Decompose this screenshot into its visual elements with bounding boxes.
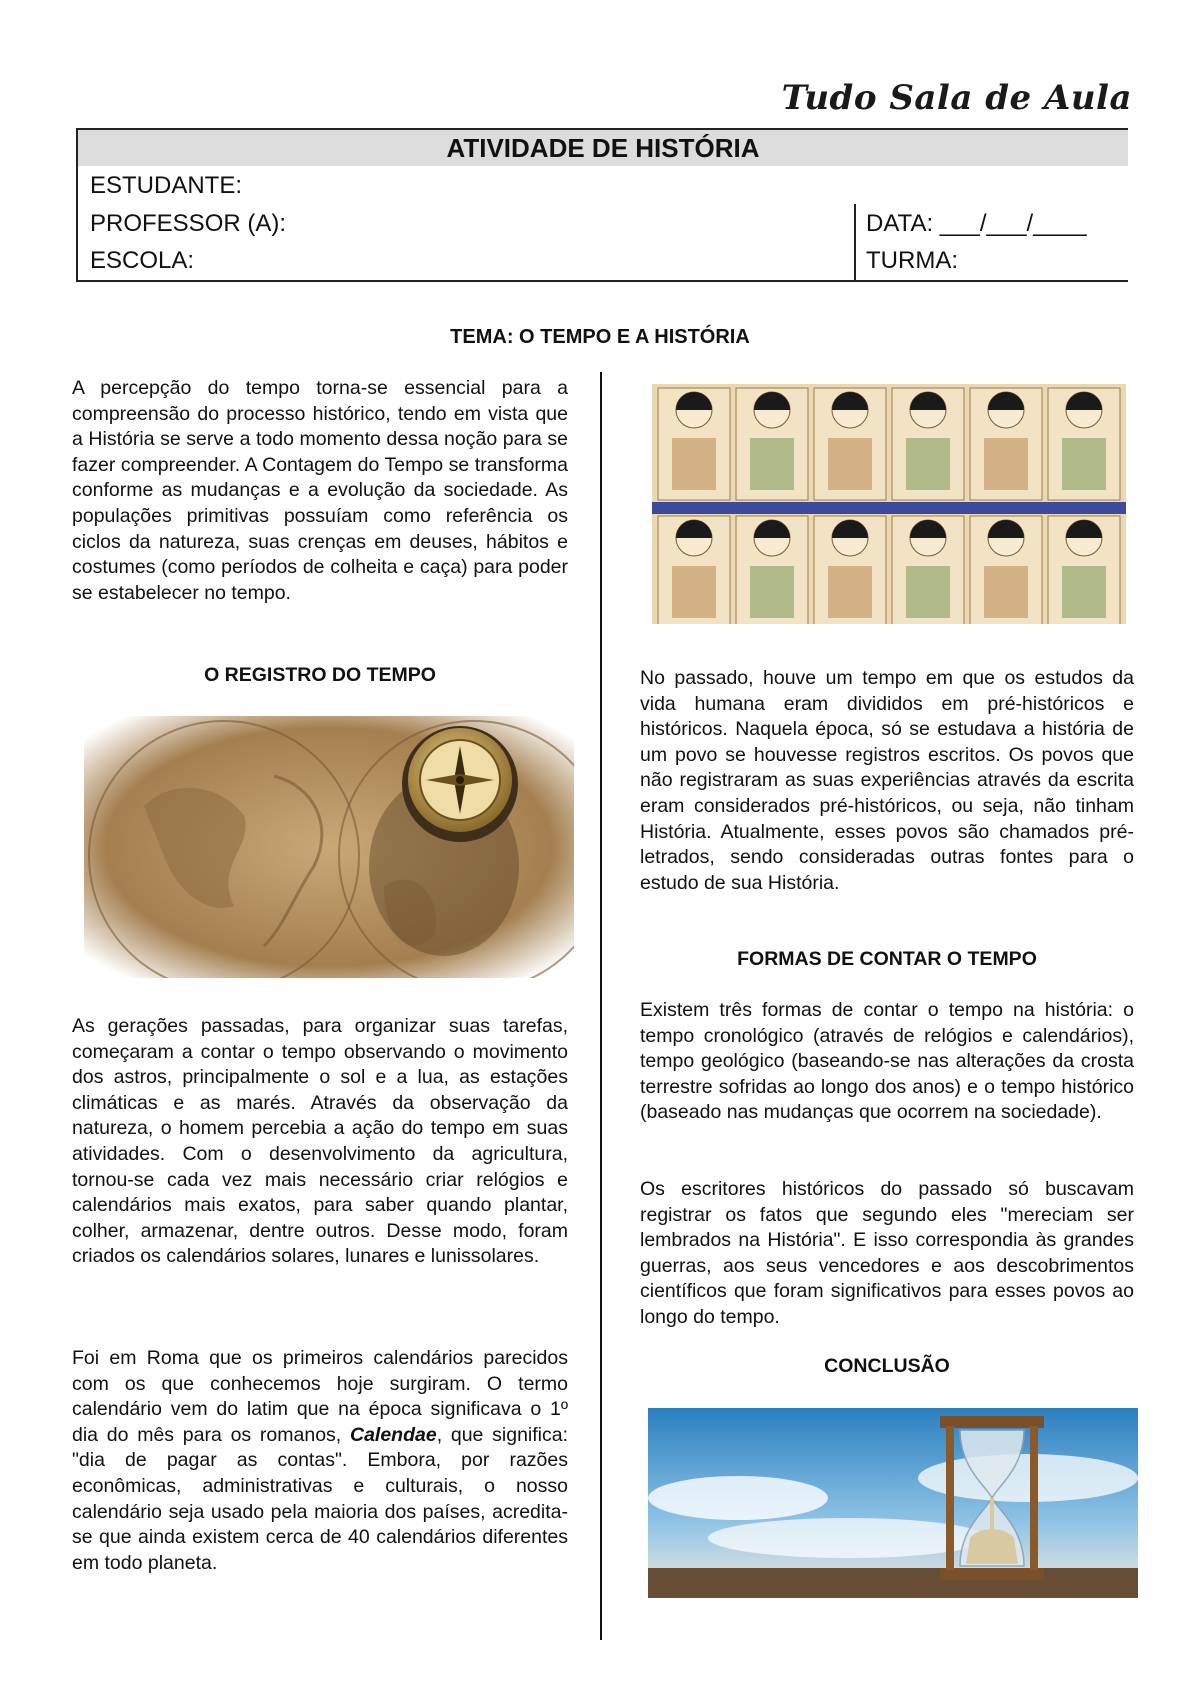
rome-text-b: , que significa: "dia de pagar as contas". Embora, por razões econômicas, administrativas e culturais, o nosso calendário seja usado pela maioria dos países, acredita-se que ainda existem cerca de 40 calendários diferentes em todo planeta.	[72, 1423, 569, 1574]
generations-paragraph: As gerações passadas, para organizar suas tarefas, começaram a contar o tempo observando o movimento dos astros, principalmente o sol e a lua, as estações climáticas e as marés. Através da observação da natureza, o homem percebia a ação do tempo em suas atividades. Com o desenvolvimento da agricultura, tornou-se cada vez mais necessário criar relógios e calendários mais exatos, para saber quando plantar, colher, armazenar, dentre outros. Desse modo, foram criados os calendários solares, lunares e lunissolares.	[72, 1015, 568, 1268]
teacher-label: PROFESSOR (A):	[90, 210, 287, 237]
hourglass-sky-image	[648, 1408, 1138, 1598]
forms-paragraph: Existem três formas de contar o tempo na história: o tempo cronológico (através de relógios e calendários), tempo geológico (baseando-se nas alterações da crosta terrestre sofridas ao longo dos anos) e o tempo histórico (baseado nas mudanças que ocorrem na sociedade).	[640, 999, 1134, 1124]
theme-heading: TEMA: O TEMPO E A HISTÓRIA	[450, 326, 750, 348]
heading-formas: FORMAS DE CONTAR O TEMPO	[737, 948, 1037, 970]
header-box	[76, 128, 1128, 282]
rome-paragraph	[72, 1346, 568, 1576]
writers-paragraph: Os escritores históricos do passado só buscavam registrar os fatos que segundo eles "mereciam ser lembrados na História". E isso correspondia às grandes guerras, aos seus vencedores e aos descobrimentos científicos que foram significativos para esses povos ao longo do tempo.	[640, 1178, 1134, 1328]
header-divider	[854, 204, 856, 280]
past-paragraph: No passado, houve um tempo em que os estudos da vida humana eram divididos em pré-históricos e históricos. Naquela época, só se estudava a história de um povo se houvesse registros escritos. Os povos que não registraram as suas experiências através da escrita eram considerados pré-históricos, ou seja, não tinham História. Atualmente, esses povos são chamados pré-letrados, sendo consideradas outras fontes para o estudo de sua História.	[640, 667, 1134, 894]
school-label: ESCOLA:	[90, 247, 195, 274]
antique-map-compass-image	[84, 716, 574, 978]
activity-title: ATIVIDADE DE HISTÓRIA	[78, 130, 1128, 166]
rome-text-a: Foi em Roma que os primeiros calendários parecidos com os que conhecemos hoje surgiram. O termo calendário vem do latim que na época significava o 1º dia do mês para os romanos,	[72, 1347, 568, 1446]
student-label: ESTUDANTE:	[90, 172, 243, 199]
calendae-term: Calendae	[349, 1423, 437, 1446]
class-label: TURMA:	[866, 247, 958, 274]
date-field: DATA: ___/___/____	[866, 210, 1087, 237]
heading-conclusao: CONCLUSÃO	[824, 1355, 950, 1377]
heading-registro: O REGISTRO DO TEMPO	[204, 664, 436, 686]
column-divider	[600, 372, 602, 1640]
brand-logo: Tudo Sala de Aula	[781, 78, 1132, 118]
medieval-calendar-image	[652, 384, 1126, 624]
intro-paragraph: A percepção do tempo torna-se essencial para a compreensão do processo histórico, tendo em vista que a História se serve a todo momento dessa noção para se fazer compreender. A Contagem do Tempo se transforma conforme as mudanças e a evolução da sociedade. As populações primitivas possuíam como referência os ciclos da natureza, suas crenças em deuses, hábitos e costumes (como períodos de colheita e caça) para poder se estabelecer no tempo.	[72, 377, 568, 604]
